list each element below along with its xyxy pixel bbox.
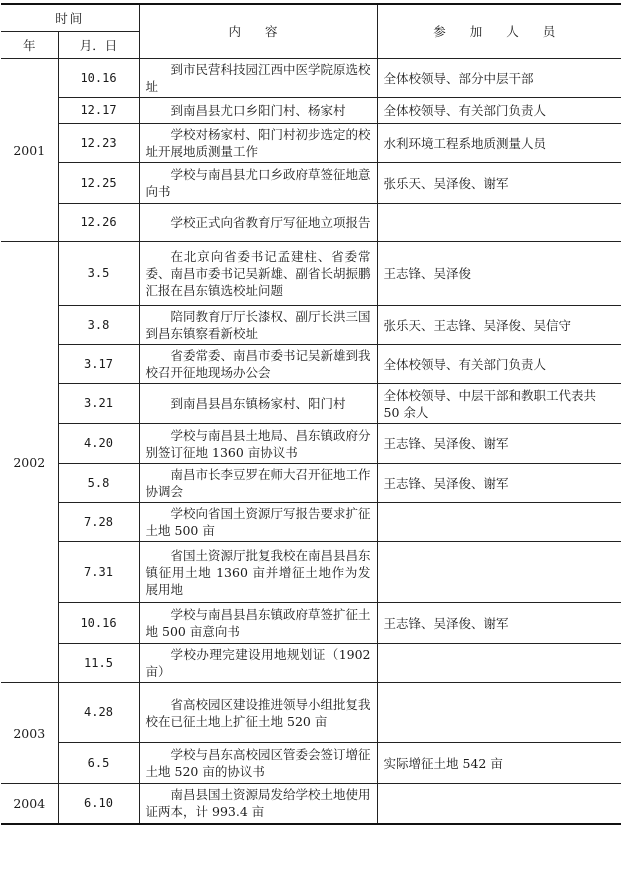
participants-cell <box>377 683 621 743</box>
content-cell: 省高校园区建设推进领导小组批复我校在已征土地上扩征土地 520 亩 <box>139 683 377 743</box>
participants-cell: 王志锋、吴泽俊、谢军 <box>377 424 621 464</box>
date-cell: 10.16 <box>58 603 139 644</box>
month-day-column-header: 月．日 <box>58 32 139 59</box>
date-cell: 12.26 <box>58 204 139 242</box>
date-cell: 6.10 <box>58 784 139 824</box>
content-cell: 学校向省国土资源厅写报告要求扩征土地 500 亩 <box>139 503 377 542</box>
table-row <box>1 743 621 784</box>
table-row <box>1 503 621 542</box>
date-cell: 3.8 <box>58 306 139 345</box>
content-cell: 省国土资源厅批复我校在南昌县昌东镇征用土地 1360 亩并增征土地作为发展用地 <box>139 542 377 603</box>
table-row <box>1 124 621 163</box>
date-cell: 10.16 <box>58 59 139 98</box>
participants-cell <box>377 204 621 242</box>
year-cell: 2004 <box>1 784 58 824</box>
content-cell: 学校办理完建设用地规划证（1902 亩） <box>139 644 377 683</box>
date-cell: 12.25 <box>58 163 139 204</box>
table-row <box>1 306 621 345</box>
content-cell: 学校与南昌县土地局、昌东镇政府分别签订征地 1360 亩协议书 <box>139 424 377 464</box>
participants-cell: 张乐天、吴泽俊、谢军 <box>377 163 621 204</box>
table-row <box>1 644 621 683</box>
table-row <box>1 424 621 464</box>
participants-cell: 水利环境工程系地质测量人员 <box>377 124 621 163</box>
content-cell: 在北京向省委书记孟建柱、省委常委、南昌市委书记吴新雄、副省长胡振鹏汇报在昌东镇选校址问题 <box>139 242 377 306</box>
table-row <box>1 163 621 204</box>
date-cell: 3.5 <box>58 242 139 306</box>
year-cell: 2001 <box>1 59 58 242</box>
table-row <box>1 204 621 242</box>
participants-cell: 王志锋、吴泽俊、谢军 <box>377 464 621 503</box>
content-cell: 陪同教育厅厅长漆权、副厅长洪三国到昌东镇察看新校址 <box>139 306 377 345</box>
time-column-header: 时间 <box>1 4 139 32</box>
content-cell: 到南昌县昌东镇杨家村、阳门村 <box>139 384 377 424</box>
participants-cell: 全体校领导、中层干部和教职工代表共 50 余人 <box>377 384 621 424</box>
participants-cell: 全体校领导、部分中层干部 <box>377 59 621 98</box>
date-cell: 12.17 <box>58 98 139 124</box>
date-cell: 4.20 <box>58 424 139 464</box>
table-row <box>1 98 621 124</box>
participants-cell: 全体校领导、有关部门负责人 <box>377 345 621 384</box>
participants-cell: 全体校领导、有关部门负责人 <box>377 98 621 124</box>
participants-cell <box>377 784 621 824</box>
participants-column-header: 参 加 人 员 <box>377 4 621 59</box>
content-cell: 省委常委、南昌市委书记吴新雄到我校召开征地现场办公会 <box>139 345 377 384</box>
participants-cell: 王志锋、吴泽俊、谢军 <box>377 603 621 644</box>
participants-cell <box>377 542 621 603</box>
table-row <box>1 542 621 603</box>
participants-cell: 实际增征土地 542 亩 <box>377 743 621 784</box>
table-row <box>1 603 621 644</box>
land-acquisition-chronicle-table <box>1 3 621 825</box>
year-column-header: 年 <box>1 32 58 59</box>
content-cell: 学校与南昌县昌东镇政府草签扩征土地 500 亩意向书 <box>139 603 377 644</box>
table-row <box>1 242 621 306</box>
participants-cell <box>377 644 621 683</box>
table-body <box>1 59 621 824</box>
participants-cell <box>377 503 621 542</box>
date-cell: 11.5 <box>58 644 139 683</box>
table-row <box>1 784 621 824</box>
content-cell: 学校与昌东高校园区管委会签订增征土地 520 亩的协议书 <box>139 743 377 784</box>
year-cell: 2002 <box>1 242 58 683</box>
table-row <box>1 59 621 98</box>
date-cell: 4.28 <box>58 683 139 743</box>
content-cell: 学校正式向省教育厅写征地立项报告 <box>139 204 377 242</box>
content-column-header: 内 容 <box>139 4 377 59</box>
date-cell: 7.31 <box>58 542 139 603</box>
content-cell: 南昌县国土资源局发给学校土地使用证两本，计 993.4 亩 <box>139 784 377 824</box>
content-cell: 到南昌县尤口乡阳门村、杨家村 <box>139 98 377 124</box>
content-cell: 学校对杨家村、阳门村初步选定的校址开展地质测量工作 <box>139 124 377 163</box>
table-row <box>1 345 621 384</box>
year-cell: 2003 <box>1 683 58 784</box>
content-cell: 学校与南昌县尤口乡政府草签征地意向书 <box>139 163 377 204</box>
date-cell: 3.21 <box>58 384 139 424</box>
table-row <box>1 683 621 743</box>
content-cell: 南昌市长李豆罗在师大召开征地工作协调会 <box>139 464 377 503</box>
table-row <box>1 384 621 424</box>
date-cell: 7.28 <box>58 503 139 542</box>
date-cell: 12.23 <box>58 124 139 163</box>
table-row <box>1 464 621 503</box>
table-header <box>1 4 621 59</box>
participants-cell: 张乐天、王志锋、吴泽俊、吴信守 <box>377 306 621 345</box>
date-cell: 3.17 <box>58 345 139 384</box>
participants-cell: 王志锋、吴泽俊 <box>377 242 621 306</box>
date-cell: 6.5 <box>58 743 139 784</box>
content-cell: 到市民营科技园江西中医学院原选校址 <box>139 59 377 98</box>
date-cell: 5.8 <box>58 464 139 503</box>
